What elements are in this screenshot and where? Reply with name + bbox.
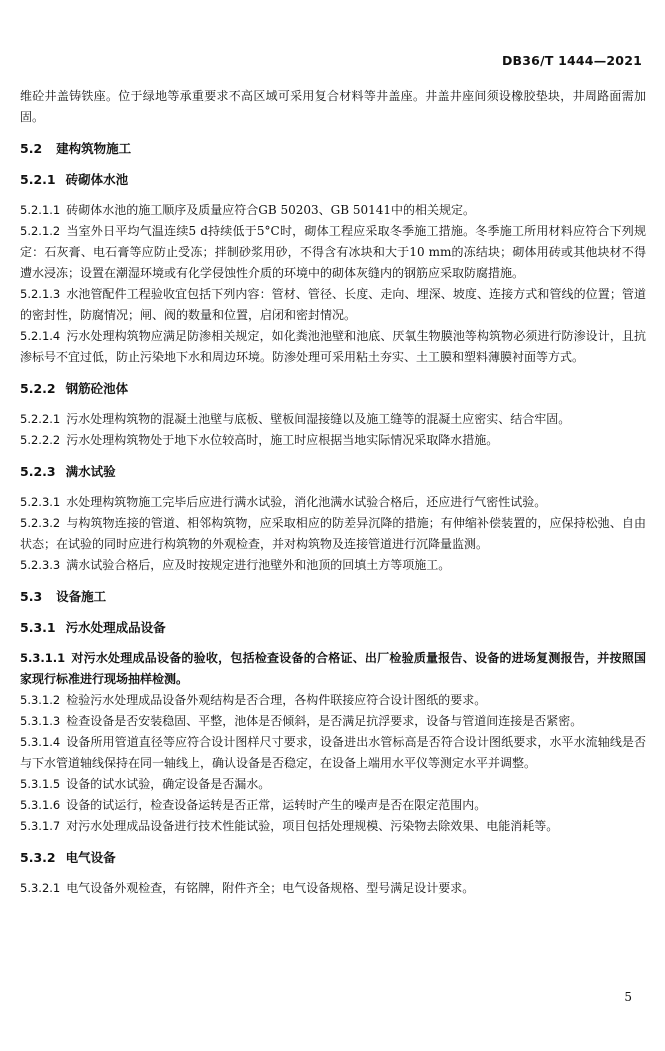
clause-text: 检查设备是否安装稳固、平整，池体是否倾斜，是否满足抗浮要求，设备与管道间连接是否紧密。: [66, 714, 583, 728]
document-code: DB36/T 1444—2021: [501, 53, 642, 68]
clause-number: 5.2.2.2: [20, 433, 61, 447]
clause-number: 5.2.3.3: [20, 558, 61, 572]
section-number: 5.2: [20, 141, 43, 156]
intro-paragraph: 维砼井盖铸铁座。位于绿地等承重要求不高区域可采用复合材料等井盖座。井盖井座间须设橡胶垫块，井周路面需加固。: [20, 89, 646, 124]
clause-text: 水处理构筑物施工完毕后应进行满水试验，消化池满水试验合格后，还应进行气密性试验。: [66, 495, 547, 509]
clause-text: 设备所用管道直径等应符合设计图样尺寸要求，设备进出水管标高是否符合设计图纸要求，水平水流轴线是否与下水管道轴线保持在同一轴线上，确认设备是否稳定，在设备上端用水平仪等测定水平并调整。: [20, 735, 646, 770]
page-number: 5: [624, 990, 632, 1004]
clause-number: 5.2.1.3: [20, 287, 61, 301]
clause-number: 5.3.1.3: [20, 714, 61, 728]
subsection-number: 5.2.3: [20, 464, 56, 479]
section-number: 5.3: [20, 589, 43, 604]
clause-paragraph: [20, 409, 646, 430]
subsection-number: 5.3.1: [20, 620, 56, 635]
subsection-title: 电气设备: [65, 850, 116, 865]
clause-number: 5.3.1.2: [20, 693, 61, 707]
clause-paragraph: [20, 430, 646, 451]
clause-text: 满水试验合格后，应及时按规定进行池壁外和池顶的回填土方等项施工。: [66, 558, 451, 572]
clause-text: 与构筑物连接的管道、相邻构筑物，应采取相应的防差异沉降的措施；有伸缩补偿装置的，应保持松弛、自由状态；在试验的同时应进行构筑物的外观检查，并对构筑物及连接管道进行沉降量监测。: [20, 516, 646, 551]
clause-number: 5.3.1.6: [20, 798, 61, 812]
clause-paragraph: [20, 816, 646, 837]
clause-number: 5.2.1.4: [20, 329, 61, 343]
subsection-title: 污水处理成品设备: [65, 620, 166, 635]
subsection-heading: [20, 378, 646, 399]
clause-text: 污水处理构筑物处于地下水位较高时，施工时应根据当地实际情况采取降水措施。: [66, 433, 499, 447]
subsection-title: 钢筋砼池体: [65, 381, 129, 396]
subsection-heading: [20, 847, 646, 868]
clause-text: 水池管配件工程验收宜包括下列内容：管材、管径、长度、走向、埋深、坡度、连接方式和管线的位置；管道的密封性，防腐情况；闸、阀的数量和位置，启闭和密封情况。: [20, 287, 646, 322]
clause-paragraph: [20, 690, 646, 711]
clause-paragraph: [20, 221, 646, 284]
subsection-number: 5.3.2: [20, 850, 56, 865]
clause-text: 对污水处理成品设备的验收，包括检查设备的合格证、出厂检验质量报告、设备的进场复测报告，并按照国家现行标准进行现场抽样检测。: [20, 651, 646, 686]
clause-paragraph: [20, 492, 646, 513]
page-content: [20, 86, 646, 899]
clause-number: 5.3.1.7: [20, 819, 61, 833]
clause-text: 检验污水处理成品设备外观结构是否合理，各构件联接应符合设计图纸的要求。: [66, 693, 487, 707]
clause-number: 5.3.1.4: [20, 735, 61, 749]
subsection-heading: [20, 617, 646, 638]
clause-paragraph: [20, 648, 646, 690]
clause-paragraph: [20, 732, 646, 774]
clause-paragraph: [20, 878, 646, 899]
clause-text: 对污水处理成品设备进行技术性能试验，项目包括处理规模、污染物去除效果、电能消耗等。: [66, 819, 559, 833]
clause-paragraph: [20, 284, 646, 326]
clause-number: 5.3.1.5: [20, 777, 61, 791]
clause-number: 5.2.3.1: [20, 495, 61, 509]
clause-paragraph: [20, 555, 646, 576]
section-title: 设备施工: [56, 589, 107, 604]
subsection-title: 砖砌体水池: [65, 172, 129, 187]
section-title: 建构筑物施工: [56, 141, 132, 156]
clause-text: 污水处理构筑物的混凝土池壁与底板、壁板间湿接缝以及施工缝等的混凝土应密实、结合牢固。: [66, 412, 571, 426]
subsection-number: 5.2.2: [20, 381, 56, 396]
clause-paragraph: [20, 795, 646, 816]
subsection-heading: [20, 461, 646, 482]
clause-text: 砖砌体水池的施工顺序及质量应符合GB 50203、GB 50141中的相关规定。: [66, 203, 476, 217]
clause-number: 5.3.1.1: [20, 651, 66, 665]
clause-text: 设备的试运行，检查设备运转是否正常，运转时产生的噪声是否在限定范围内。: [66, 798, 487, 812]
clause-number: 5.2.1.2: [20, 224, 61, 238]
clause-paragraph: [20, 200, 646, 221]
clause-paragraph: [20, 326, 646, 368]
clause-text: 污水处理构筑物应满足防渗相关规定，如化粪池池壁和池底、厌氧生物膜池等构筑物必须进行防渗设计，且抗渗标号不宜过低，防止污染地下水和周边环境。防渗处理可采用粘土夯实、土工膜和塑料薄膜衬面等方式。: [20, 329, 646, 364]
clause-number: 5.2.2.1: [20, 412, 61, 426]
clause-number: 5.3.2.1: [20, 881, 61, 895]
clause-text: 电气设备外观检查，有铭牌，附件齐全；电气设备规格、型号满足设计要求。: [66, 881, 475, 895]
clause-number: 5.2.3.2: [20, 516, 61, 530]
clause-paragraph: [20, 774, 646, 795]
subsection-title: 满水试验: [65, 464, 116, 479]
clause-paragraph: [20, 513, 646, 555]
clause-text: 当室外日平均气温连续5 d持续低于5°C时，砌体工程应采取冬季施工措施。冬季施工所用材料应符合下列规定：石灰膏、电石膏等应防止受冻；拌制砂浆用砂，不得含有冰块和大于10 mm的冻结块；砌体用砖或其他块材不得遭水浸冻；设置在潮湿环境或有化学侵蚀性介质的环境中的砌体灰缝内的钢筋应采取防腐措施。: [20, 224, 646, 280]
section-heading: [20, 138, 646, 159]
clause-number: 5.2.1.1: [20, 203, 61, 217]
section-heading: [20, 586, 646, 607]
subsection-number: 5.2.1: [20, 172, 56, 187]
clause-paragraph: [20, 711, 646, 732]
clause-text: 设备的试水试验，确定设备是否漏水。: [66, 777, 271, 791]
subsection-heading: [20, 169, 646, 190]
